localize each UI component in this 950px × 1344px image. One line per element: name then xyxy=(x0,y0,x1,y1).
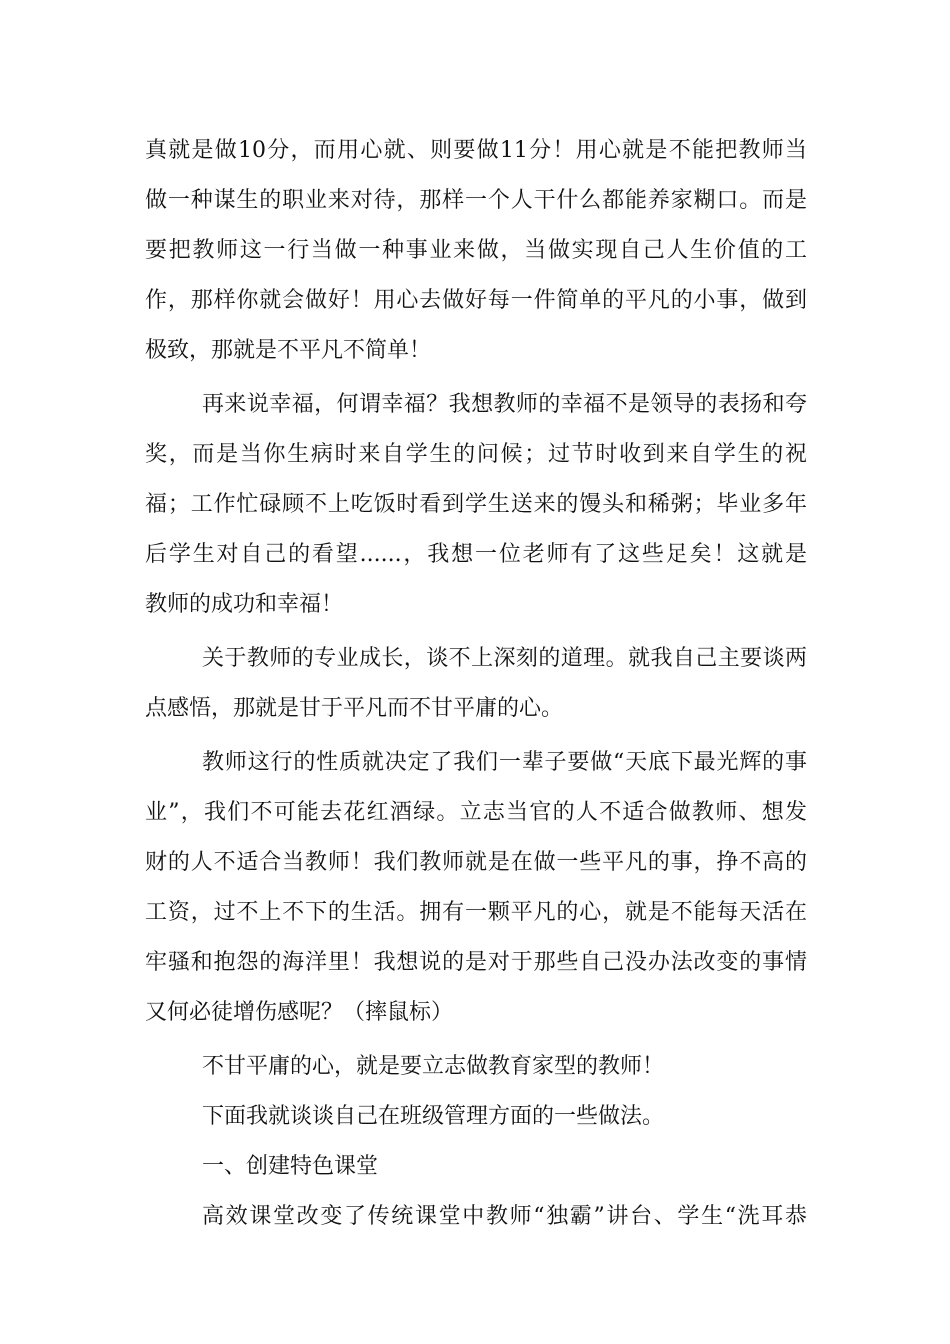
paragraph-4 xyxy=(145,738,807,1038)
text-line: 工资，过不上不下的生活。拥有一颗平凡的心，就是不能每天活在 xyxy=(145,900,807,925)
paragraph-2 xyxy=(145,380,807,630)
paragraph-5 xyxy=(145,1042,807,1092)
text-line: 不甘平庸的心，就是要立志做教育家型的教师！ xyxy=(202,1054,665,1079)
document-body xyxy=(145,126,807,1242)
paragraph-1 xyxy=(145,126,807,376)
section-heading xyxy=(145,1142,807,1192)
text-line: 财的人不适合当教师！我们教师就是在做一些平凡的事，挣不高的 xyxy=(145,850,807,875)
text-line: 教师的成功和幸福！ xyxy=(145,592,344,617)
paragraph-3 xyxy=(145,634,807,734)
text-line: 作，那样你就会做好！用心去做好每一件简单的平凡的小事，做到 xyxy=(145,288,807,313)
text-line: 教师这行的性质就决定了我们一辈子要做“天底下最光辉的事 xyxy=(202,750,807,775)
text-line: 关于教师的专业成长，谈不上深刻的道理。就我自己主要谈两 xyxy=(202,646,807,671)
text-line: 福；工作忙碌顾不上吃饭时看到学生送来的馒头和稀粥；毕业多年 xyxy=(145,492,807,517)
text-line: 又何必徒增伤感呢？（摔鼠标） xyxy=(145,1000,454,1025)
text-line: 一、创建特色课堂 xyxy=(202,1154,379,1179)
text-line: 奖，而是当你生病时来自学生的问候；过节时收到来自学生的祝 xyxy=(145,442,807,467)
text-line: 要把教师这一行当做一种事业来做，当做实现自己人生价值的工 xyxy=(145,238,807,263)
paragraph-6 xyxy=(145,1092,807,1142)
text-line: 再来说幸福，何谓幸福？我想教师的幸福不是领导的表扬和夸 xyxy=(202,392,807,417)
text-line: 高效课堂改变了传统课堂中教师“独霸”讲台、学生“洗耳恭 xyxy=(202,1204,807,1229)
text-line: 点感悟，那就是甘于平凡而不甘平庸的心。 xyxy=(145,696,564,721)
paragraph-7 xyxy=(145,1192,807,1242)
text-line: 后学生对自己的看望......，我想一位老师有了这些足矣！这就是 xyxy=(145,542,807,567)
text-line: 牢骚和抱怨的海洋里！我想说的是对于那些自己没办法改变的事情 xyxy=(145,950,807,975)
text-line: 下面我就谈谈自己在班级管理方面的一些做法。 xyxy=(202,1104,665,1129)
text-line: 极致，那就是不平凡不简单！ xyxy=(145,338,432,363)
text-line: 真就是做10分，而用心就、则要做11分！用心就是不能把教师当 xyxy=(145,138,807,163)
text-line: 做一种谋生的职业来对待，那样一个人干什么都能养家糊口。而是 xyxy=(145,188,807,213)
text-line: 业”，我们不可能去花红酒绿。立志当官的人不适合做教师、想发 xyxy=(145,800,807,825)
